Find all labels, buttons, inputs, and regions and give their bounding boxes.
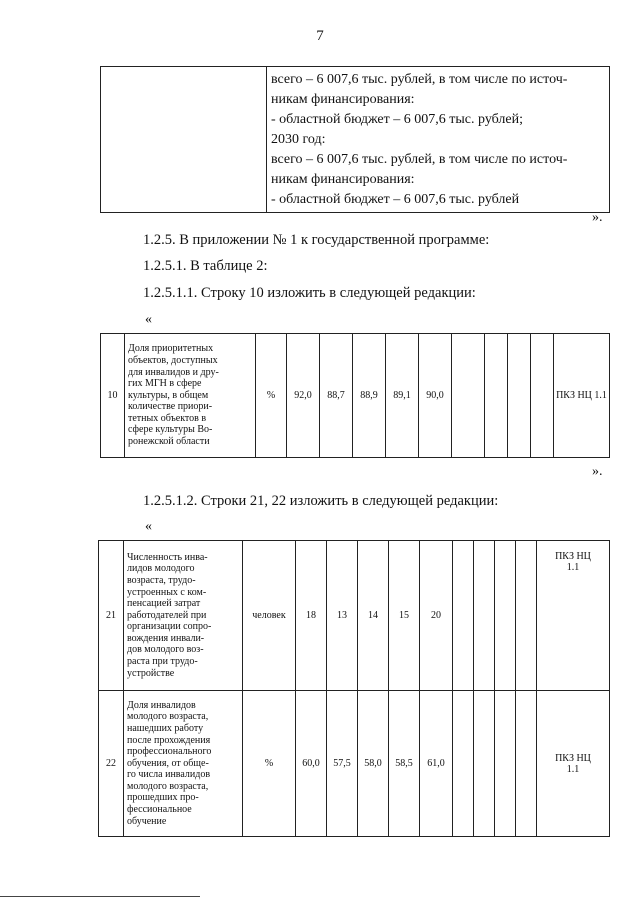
empty-cell bbox=[453, 691, 474, 837]
value-cell: 20 bbox=[420, 541, 453, 691]
funding-line: - областной бюджет – 6 007,6 тыс. рублей; bbox=[271, 112, 523, 127]
opening-quote-2: « bbox=[145, 519, 152, 534]
value-cell: 13 bbox=[327, 541, 358, 691]
empty-cell bbox=[452, 334, 485, 458]
empty-cell bbox=[531, 334, 554, 458]
funding-table bbox=[100, 66, 610, 213]
value-cell: 88,9 bbox=[353, 334, 386, 458]
value-cell: 60,0 bbox=[296, 691, 327, 837]
opening-quote-1: « bbox=[145, 312, 152, 327]
table-row bbox=[99, 541, 610, 691]
value-cell: 58,0 bbox=[358, 691, 389, 837]
paragraph-1-2-5-1-1: 1.2.5.1.1. Строку 10 изложить в следующей редакции: bbox=[143, 285, 476, 301]
unit: % bbox=[256, 334, 287, 458]
row-number: 22 bbox=[99, 691, 124, 837]
indicator-name: Численность инва- лидов молодого возраста, трудо- устроенных с ком- пенсацией затрат работодателей при организации сопро- вождения инвали- дов молодого воз- раста при трудо- устройстве bbox=[124, 541, 243, 691]
empty-cell bbox=[516, 541, 537, 691]
value-cell: 89,1 bbox=[386, 334, 419, 458]
empty-cell bbox=[474, 541, 495, 691]
row-number: 10 bbox=[101, 334, 125, 458]
empty-cell bbox=[495, 541, 516, 691]
value-cell: 58,5 bbox=[389, 691, 420, 837]
empty-cell bbox=[474, 691, 495, 837]
value-cell: 14 bbox=[358, 541, 389, 691]
value-cell: 57,5 bbox=[327, 691, 358, 837]
unit: % bbox=[243, 691, 296, 837]
table-row bbox=[99, 691, 610, 837]
table-row bbox=[101, 334, 610, 458]
value-cell: 92,0 bbox=[287, 334, 320, 458]
value-cell: 88,7 bbox=[320, 334, 353, 458]
funding-text-cell bbox=[267, 67, 610, 213]
value-cell: 61,0 bbox=[420, 691, 453, 837]
unit: человек bbox=[243, 541, 296, 691]
empty-cell bbox=[508, 334, 531, 458]
funding-line: никам финансирования: bbox=[271, 172, 415, 187]
value-cell: 15 bbox=[389, 541, 420, 691]
funding-line: всего – 6 007,6 тыс. рублей, в том числе по источ- bbox=[271, 72, 568, 87]
page-number: 7 bbox=[316, 28, 324, 44]
indicator-name: Доля приоритетных объектов, доступных для инвалидов и дру- гих МГН в сфере культуры, в общем количестве приори- тетных объектов в сфере культуры Во- ронежской области bbox=[125, 334, 256, 458]
indicator-name: Доля инвалидов молодого возраста, нашедших работу после прохождения профессионального обучения, от обще- го числа инвалидов молодого возраста, прошедших про- фессиональное обучение bbox=[124, 691, 243, 837]
empty-cell bbox=[516, 691, 537, 837]
footer-divider bbox=[0, 896, 200, 897]
funding-label-cell bbox=[101, 67, 267, 213]
funding-line: всего – 6 007,6 тыс. рублей, в том числе по источ- bbox=[271, 152, 568, 167]
empty-cell bbox=[453, 541, 474, 691]
source-cell: ПКЗ НЦ 1.1 bbox=[554, 334, 610, 458]
funding-line: 2030 год: bbox=[271, 132, 326, 147]
value-cell: 18 bbox=[296, 541, 327, 691]
empty-cell bbox=[485, 334, 508, 458]
paragraph-1-2-5-1: 1.2.5.1. В таблице 2: bbox=[143, 258, 268, 274]
funding-line: - областной бюджет – 6 007,6 тыс. рублей bbox=[271, 192, 520, 207]
funding-line: никам финансирования: bbox=[271, 92, 415, 107]
indicator-table-row10 bbox=[100, 333, 610, 458]
paragraph-1-2-5-1-2: 1.2.5.1.2. Строки 21, 22 изложить в следующей редакции: bbox=[143, 493, 499, 509]
source-cell: ПКЗ НЦ 1.1 bbox=[537, 541, 610, 691]
paragraph-1-2-5: 1.2.5. В приложении № 1 к государственной программе: bbox=[143, 232, 490, 248]
empty-cell bbox=[495, 691, 516, 837]
row-number: 21 bbox=[99, 541, 124, 691]
indicator-table-rows21-22 bbox=[98, 540, 610, 837]
closing-quote-1: ». bbox=[592, 210, 603, 225]
source-cell: ПКЗ НЦ 1.1 bbox=[537, 691, 610, 837]
value-cell: 90,0 bbox=[419, 334, 452, 458]
closing-quote-2: ». bbox=[592, 464, 603, 479]
